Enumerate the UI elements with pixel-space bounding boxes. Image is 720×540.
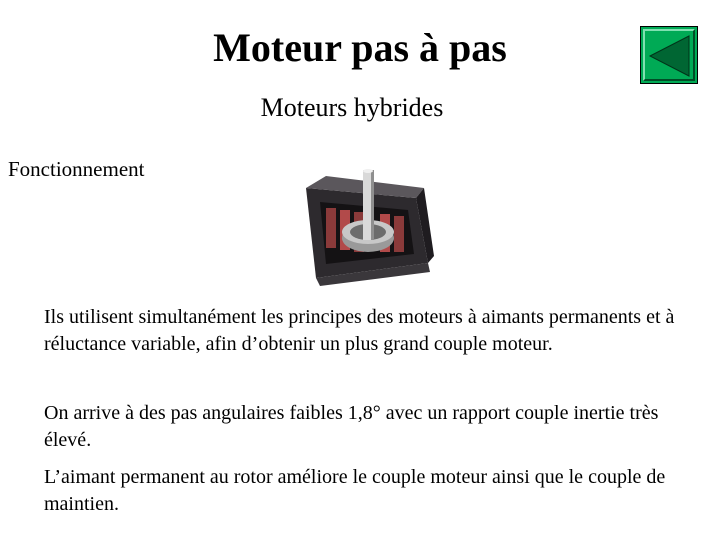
section-label: Fonctionnement: [8, 157, 145, 181]
slide-subtitle: Moteurs hybrides: [260, 93, 444, 122]
paragraph-principles: Ils utilisent simultanément les principes des moteurs à aimants permanents et à réluctance variable, afin d’obtenir un plus grand couple moteur.: [44, 306, 675, 355]
back-triangle-icon: [641, 27, 699, 85]
paragraph-permanent-magnet: L’aimant permanent au rotor améliore le couple moteur ainsi que le couple de maintien.: [44, 466, 666, 515]
slide-title: Moteur pas à pas: [213, 25, 507, 70]
paragraph-step-angle: On arrive à des pas angulaires faibles 1,8° avec un rapport couple inertie très élevé.: [44, 402, 659, 451]
back-button[interactable]: [640, 26, 698, 84]
hybrid-motor-image: [296, 168, 438, 286]
